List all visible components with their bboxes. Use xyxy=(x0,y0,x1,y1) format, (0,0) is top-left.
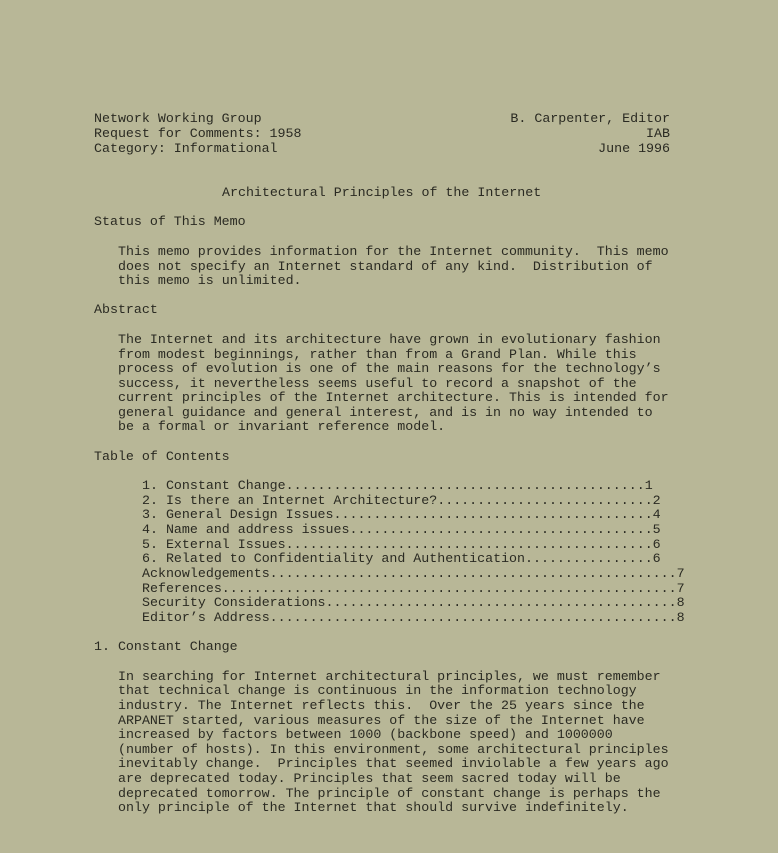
header-date: June 1996 xyxy=(598,141,670,156)
abstract-heading: Abstract xyxy=(94,302,158,317)
header-rfc-number: Request for Comments: 1958 xyxy=(94,126,302,141)
status-memo-line: this memo is unlimited. xyxy=(118,273,302,288)
abstract-line: general guidance and general interest, and is in no way intended to xyxy=(118,405,653,420)
abstract-line: process of evolution is one of the main reasons for the technology’s xyxy=(118,361,661,376)
abstract-line: The Internet and its architecture have grown in evolutionary fashion xyxy=(118,332,661,347)
document-title: Architectural Principles of the Internet xyxy=(222,185,542,200)
abstract-line: success, it nevertheless seems useful to record a snapshot of the xyxy=(118,376,637,391)
abstract-line: be a formal or invariant reference model. xyxy=(118,419,446,434)
section-1-line: increased by factors between 1000 (backbone speed) and 1000000 xyxy=(118,727,613,742)
toc-entry: 3. General Design Issues........................................4 xyxy=(142,507,661,522)
section-1-line: ARPANET started, various measures of the size of the Internet have xyxy=(118,713,645,728)
toc-entry: 4. Name and address issues......................................5 xyxy=(142,522,661,537)
toc-entry: 2. Is there an Internet Architecture?...........................2 xyxy=(142,493,661,508)
header-category: Category: Informational xyxy=(94,141,278,156)
section-1-line: are deprecated today. Principles that seem sacred today will be xyxy=(118,771,621,786)
section-1-line: (number of hosts). In this environment, some architectural principles xyxy=(118,742,669,757)
toc-entry: Acknowledgements...................................................7 xyxy=(142,566,685,581)
toc-entry: 5. External Issues..............................................6 xyxy=(142,537,661,552)
header-organization: IAB xyxy=(646,126,670,141)
toc-entry: 1. Constant Change.............................................1 xyxy=(142,478,653,493)
toc-entry: Security Considerations............................................8 xyxy=(142,595,685,610)
toc-entry: 6. Related to Confidentiality and Authentication................6 xyxy=(142,551,661,566)
header-author: B. Carpenter, Editor xyxy=(510,111,670,126)
section-1-line: that technical change is continuous in the information technology xyxy=(118,683,637,698)
section-1-line: inevitably change. Principles that seemed inviolable a few years ago xyxy=(118,756,669,771)
status-memo-heading: Status of This Memo xyxy=(94,214,246,229)
abstract-line: from modest beginnings, rather than from a Grand Plan. While this xyxy=(118,347,637,362)
section-1-line: industry. The Internet reflects this. Over the 25 years since the xyxy=(118,698,645,713)
section-1-heading: 1. Constant Change xyxy=(94,639,238,654)
toc-heading: Table of Contents xyxy=(94,449,230,464)
abstract-line: current principles of the Internet architecture. This is intended for xyxy=(118,390,669,405)
status-memo-line: This memo provides information for the Internet community. This memo xyxy=(118,244,669,259)
status-memo-line: does not specify an Internet standard of any kind. Distribution of xyxy=(118,259,653,274)
section-1-line: In searching for Internet architectural principles, we must remember xyxy=(118,669,661,684)
section-1-line: only principle of the Internet that should survive indefinitely. xyxy=(118,800,629,815)
toc-entry: References.........................................................7 xyxy=(142,581,685,596)
header-working-group: Network Working Group xyxy=(94,111,262,126)
section-1-line: deprecated tomorrow. The principle of constant change is perhaps the xyxy=(118,786,661,801)
toc-entry: Editor’s Address...................................................8 xyxy=(142,610,685,625)
